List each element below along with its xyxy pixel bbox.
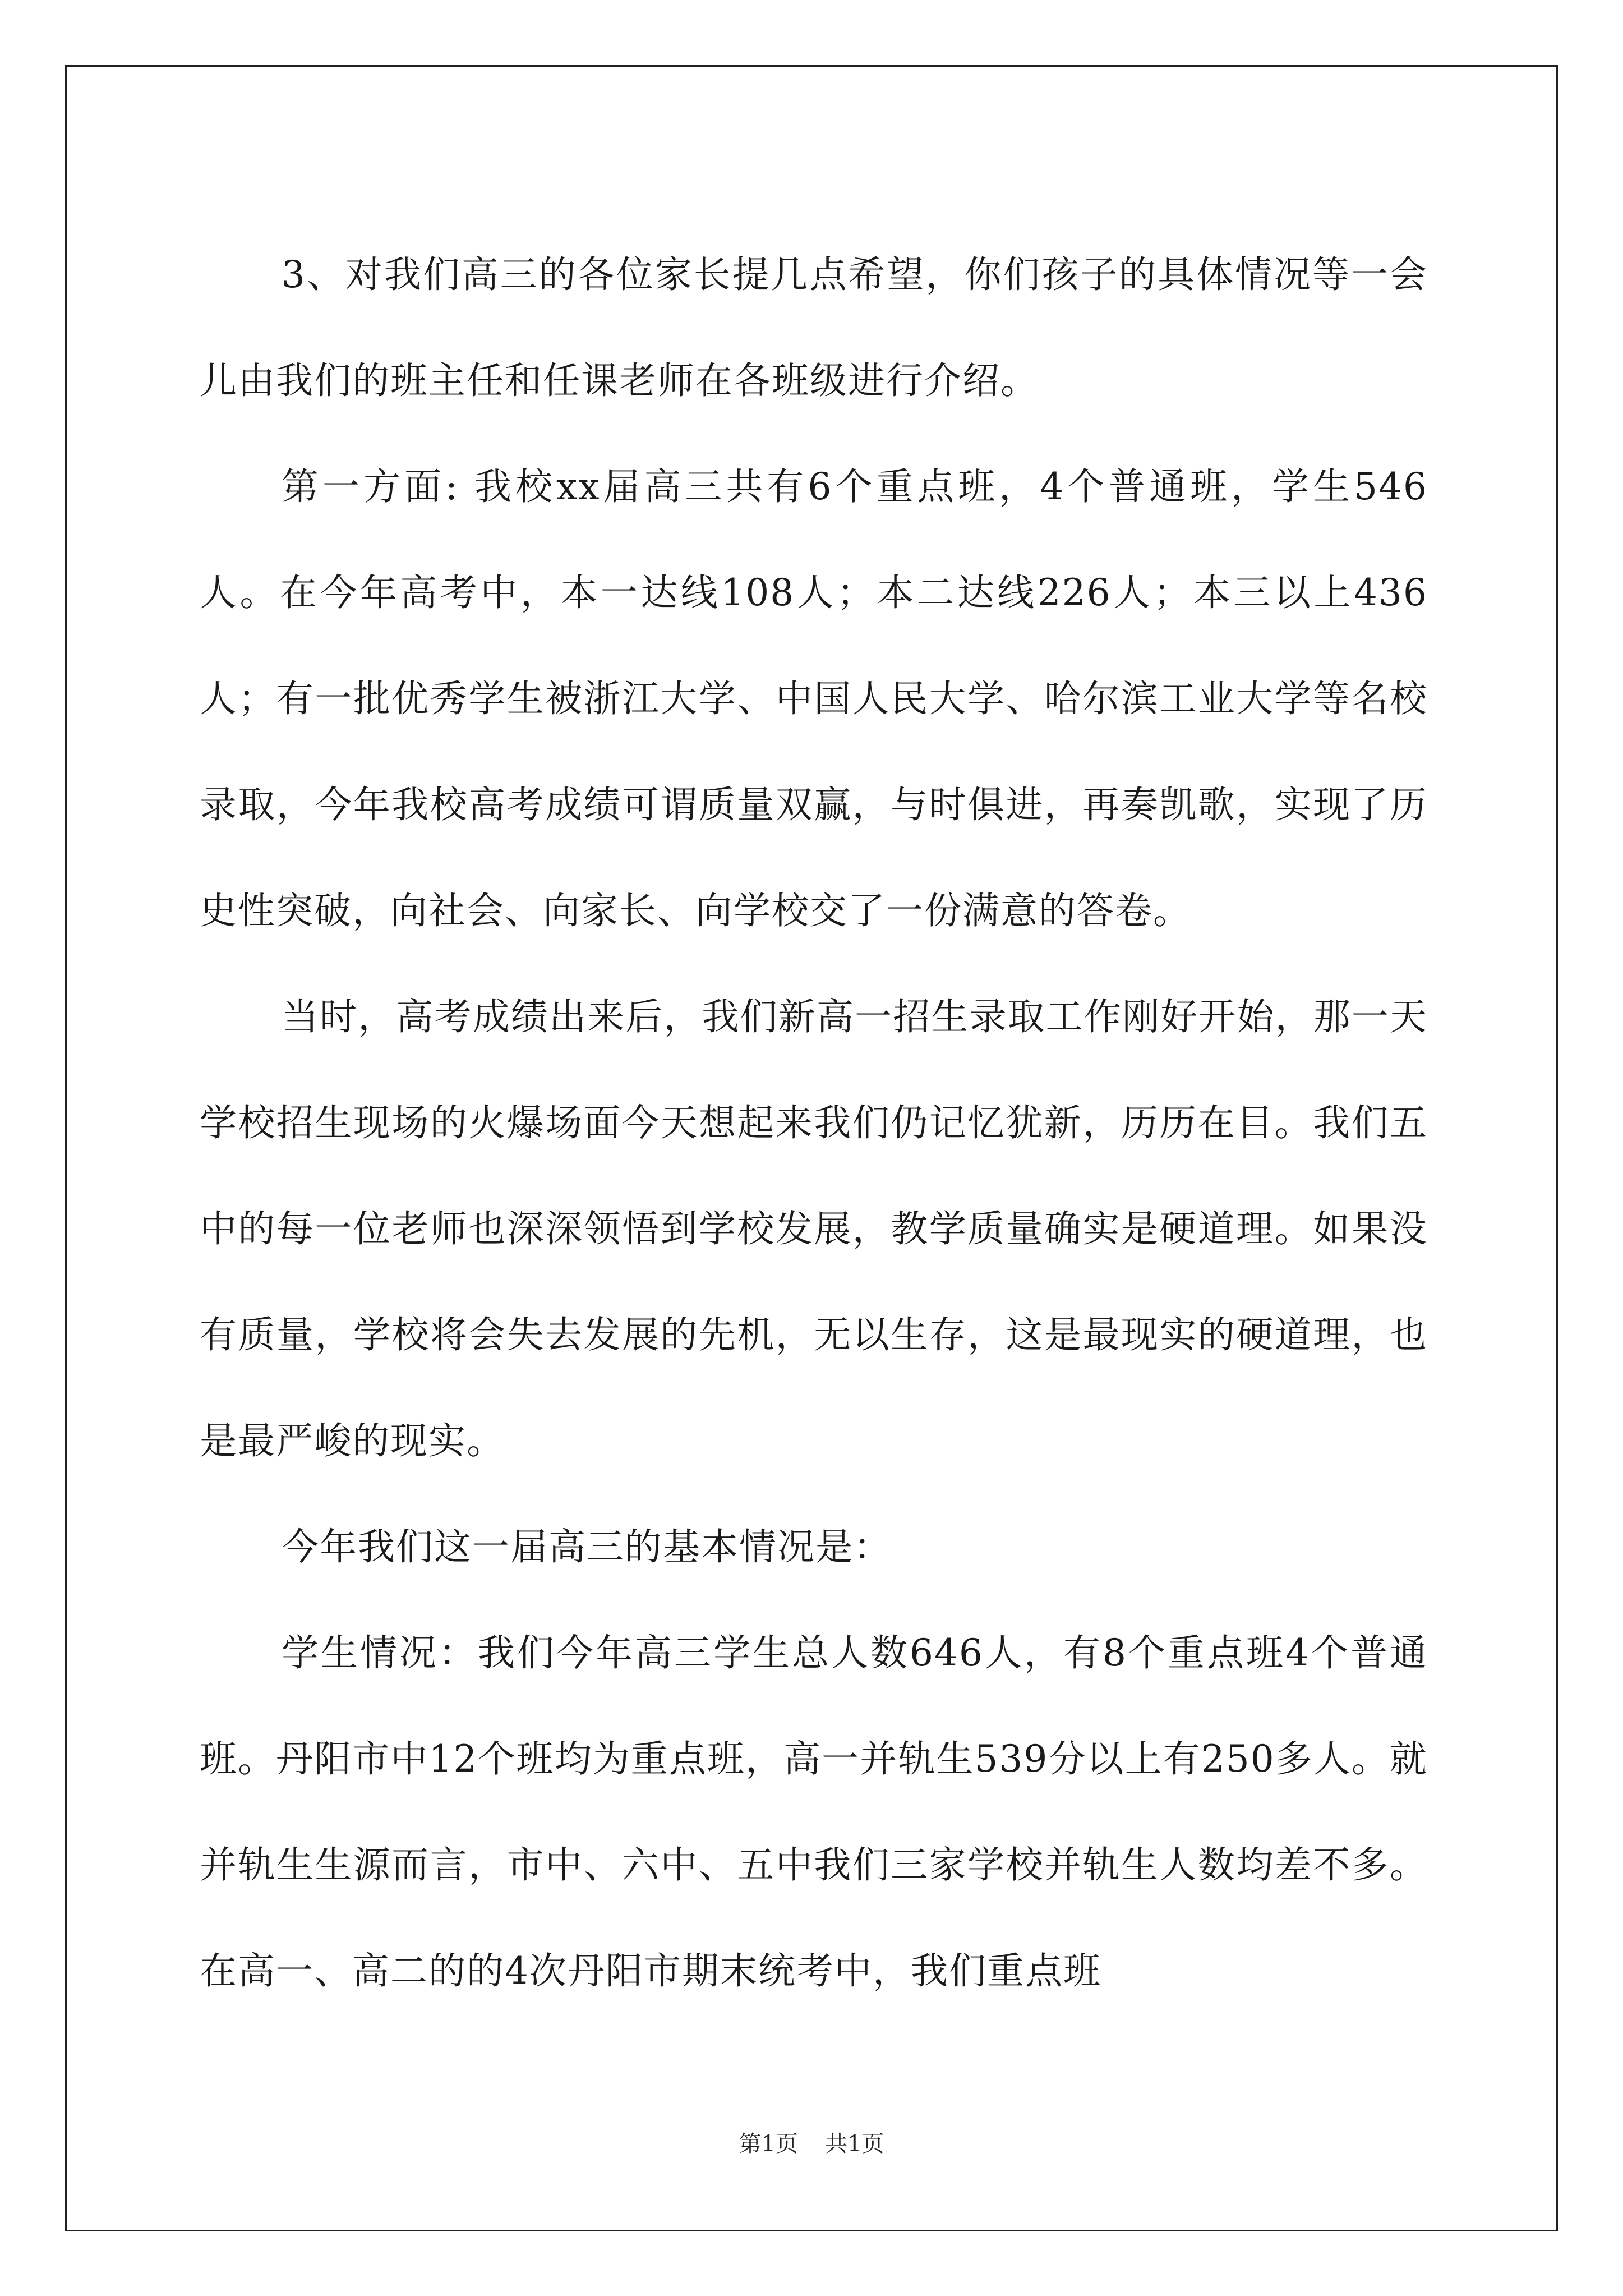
page-total: 共1页	[825, 2131, 884, 2157]
paragraph-student-situation: 学生情况：我们今年高三学生总人数646人，有8个重点班4个普通班。丹阳市中12个班均为重点班，高一并轨生539分以上有250多人。就并轨生生源而言，市中、六中、五中我们三家学校并轨生人数均差不多。在高一、高二的的4次丹阳市期末统考中，我们重点班	[200, 1631, 1428, 1993]
page-number: 第1页	[739, 2131, 798, 2157]
paragraph-hopes-for-parents: 3、对我们高三的各位家长提几点希望，你们孩子的具体情况等一会儿由我们的班主任和任课老师在各班级进行介绍。	[200, 253, 1428, 402]
page-footer	[0, 2126, 1623, 2158]
paragraph-enrollment-reflection: 当时，高考成绩出来后，我们新高一招生录取工作刚好开始，那一天学校招生现场的火爆场面今天想起来我们仍记忆犹新，历历在目。我们五中的每一位老师也深深领悟到学校发展，教学质量确实是硬道理。如果没有质量，学校将会失去发展的先机，无以生存，这是最现实的硬道理，也是最严峻的现实。	[200, 995, 1428, 1462]
paragraph-basic-situation-heading: 今年我们这一届高三的基本情况是：	[282, 1525, 892, 1568]
paragraph-first-aspect: 第一方面: 我校xx届高三共有6个重点班，4个普通班，学生546人。在今年高考中，本一达线108人；本二达线226人；本三以上436人；有一批优秀学生被浙江大学、中国人民大学、哈尔滨工业大学等名校录取，今年我校高考成绩可谓质量双赢，与时俱进，再奏凯歌，实现了历史性突破，向社会、向家长、向学校交了一份满意的答卷。	[200, 465, 1428, 932]
document-body	[200, 222, 1428, 2024]
